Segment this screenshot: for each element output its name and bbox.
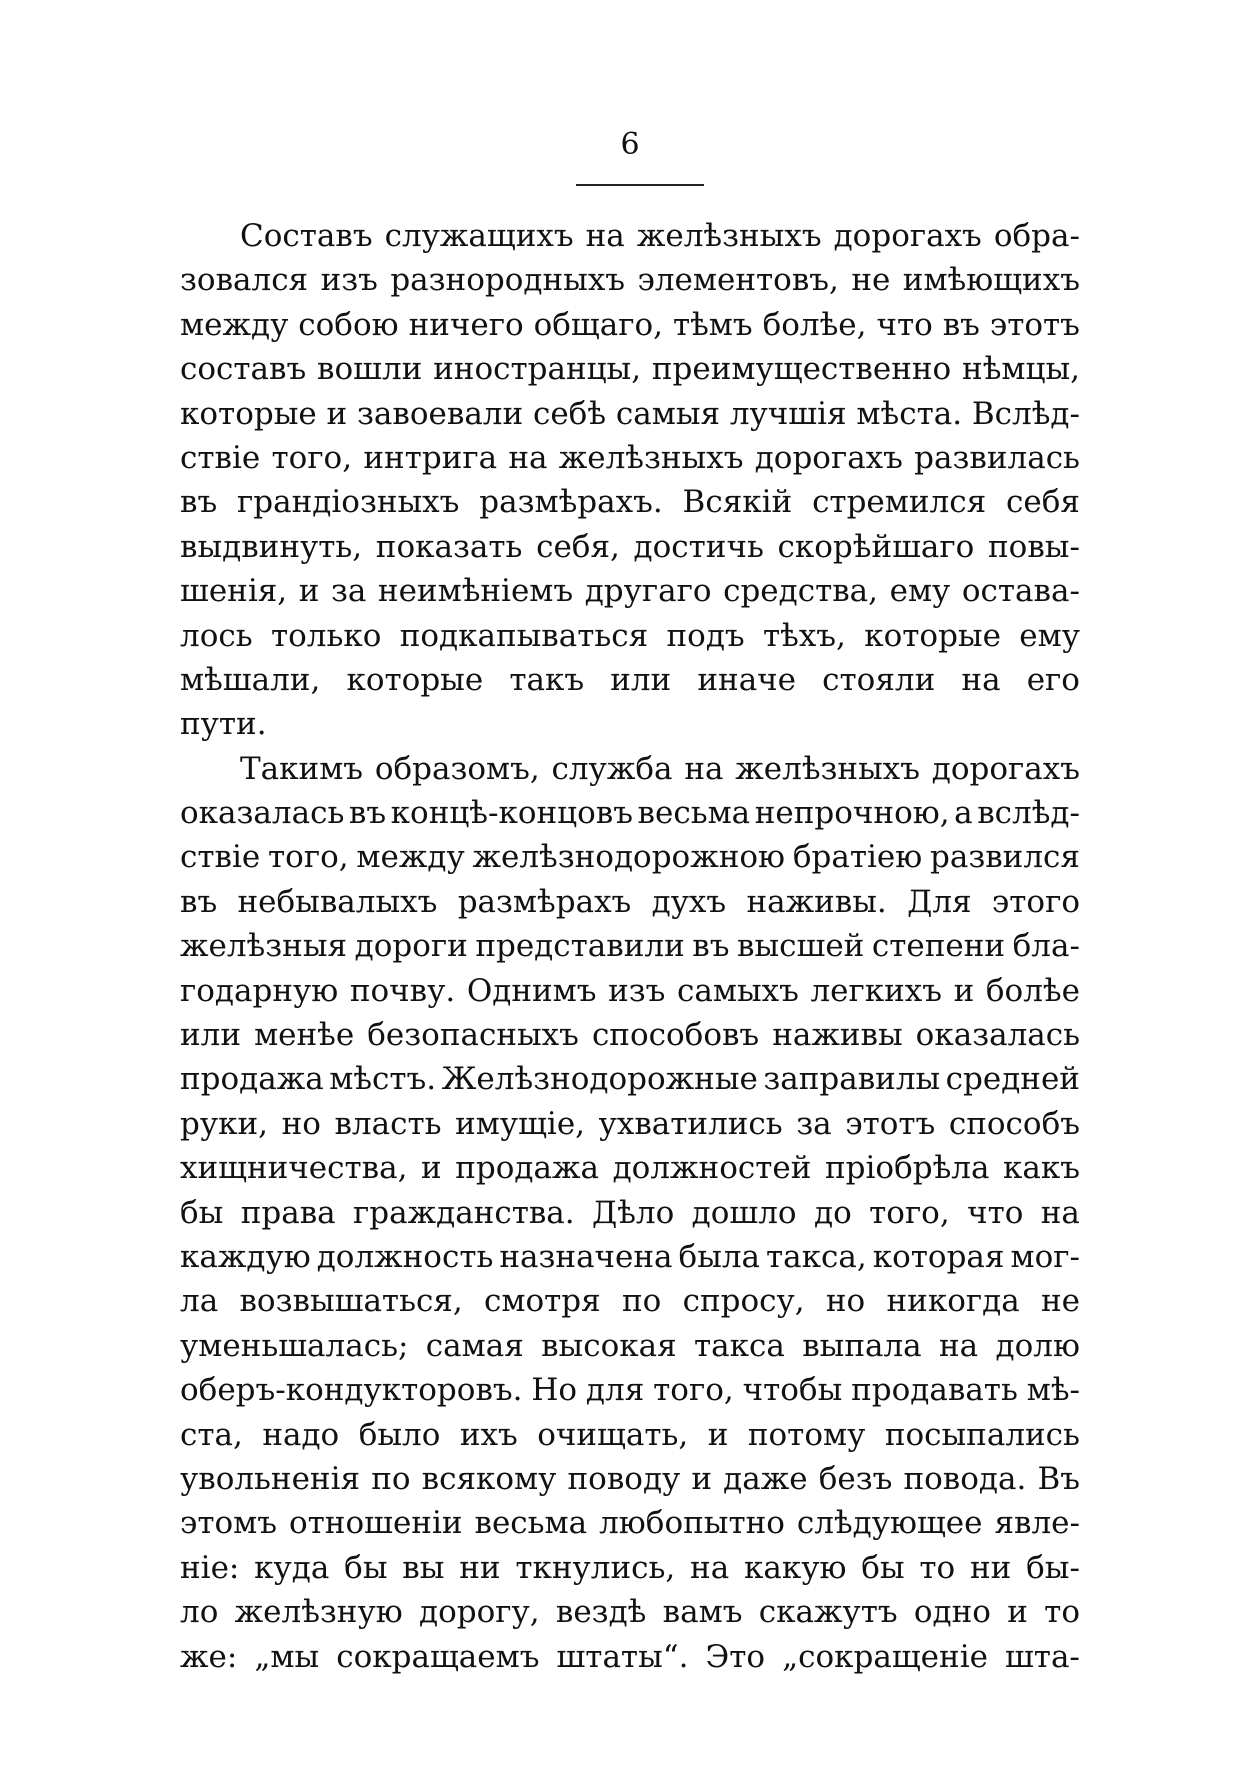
- word: выпала: [802, 1327, 922, 1364]
- word: штаты“.: [556, 1638, 689, 1675]
- word: на: [508, 439, 548, 476]
- word: бы: [180, 1194, 224, 1231]
- word: мѣстъ.: [329, 1061, 437, 1098]
- word: и: [1007, 1594, 1028, 1631]
- word: мѣста.: [856, 395, 963, 432]
- word: обра-: [993, 218, 1080, 254]
- word: наживы.: [746, 883, 887, 920]
- word: его: [1026, 661, 1080, 698]
- text-line: [180, 1635, 1080, 1679]
- word: стояли: [822, 661, 936, 698]
- word: заправилы: [763, 1061, 941, 1098]
- word: повы-: [988, 528, 1080, 565]
- word: на: [1040, 1194, 1080, 1231]
- text-line: [180, 1590, 1080, 1634]
- word: образомъ,: [374, 750, 540, 787]
- word: изъ: [320, 262, 378, 299]
- word: поводу: [567, 1460, 681, 1497]
- word: иначе: [697, 661, 797, 698]
- word: желѣзныхъ: [558, 439, 744, 476]
- word: дорогахъ: [754, 439, 903, 476]
- word: хищничества,: [180, 1150, 408, 1187]
- word: ему: [889, 573, 951, 610]
- text-line: [180, 1057, 1080, 1101]
- word: на: [961, 661, 1001, 698]
- word: завоевали: [357, 395, 524, 432]
- text-line: [180, 1235, 1080, 1279]
- word: дорогахъ: [931, 750, 1080, 787]
- word: разнородныхъ: [390, 262, 626, 299]
- word: развилась: [914, 439, 1080, 476]
- text-line: [180, 658, 1080, 702]
- word: Составъ: [240, 218, 373, 254]
- word: до: [813, 1194, 852, 1231]
- word: болѣе,: [762, 306, 867, 343]
- word: права: [240, 1194, 336, 1231]
- word: для: [585, 1372, 645, 1409]
- text-line: [180, 1501, 1080, 1545]
- word: зовался: [180, 262, 309, 299]
- word: „мы: [254, 1638, 320, 1675]
- word: себѣ: [532, 395, 607, 432]
- word: въ: [348, 795, 387, 832]
- word: шта-: [1004, 1638, 1080, 1675]
- word: почву.: [349, 972, 456, 1009]
- word: куда: [254, 1549, 330, 1586]
- text-line: [180, 747, 1080, 791]
- word: Въ: [1037, 1460, 1080, 1497]
- word: мѣ-: [1026, 1372, 1080, 1409]
- word: желѣзныхъ: [735, 750, 920, 787]
- word: желѣзныхъ: [636, 218, 822, 254]
- word: такъ: [509, 661, 585, 698]
- word: дорогахъ: [833, 218, 982, 254]
- word: но: [281, 1105, 321, 1142]
- word: ствіе: [180, 439, 261, 476]
- word: легкихъ: [810, 972, 942, 1009]
- word: самыя: [615, 395, 721, 432]
- word: собою: [298, 306, 399, 343]
- word: преимущественно: [651, 351, 952, 388]
- word: продавать: [851, 1372, 1018, 1409]
- word: того,: [869, 1194, 950, 1231]
- word: этого: [991, 883, 1080, 920]
- word: развился: [930, 839, 1080, 876]
- word: вслѣд-: [977, 795, 1080, 832]
- word: грандіозныхъ: [237, 484, 460, 521]
- word: непрочною,: [754, 795, 950, 832]
- word: имѣющихъ: [902, 262, 1080, 299]
- word: на: [939, 1327, 979, 1364]
- word: мог-: [1010, 1238, 1080, 1275]
- word: дошло: [691, 1194, 797, 1231]
- word: какую: [743, 1549, 847, 1586]
- word: что: [967, 1194, 1024, 1231]
- word: показать: [375, 528, 523, 565]
- word: и: [707, 1416, 729, 1453]
- word: этотъ: [845, 1105, 936, 1142]
- word: ла: [180, 1283, 219, 1320]
- word: вездѣ: [555, 1594, 647, 1631]
- text-line: [180, 1102, 1080, 1146]
- word: самыхъ: [677, 972, 799, 1009]
- word: и: [421, 1150, 442, 1187]
- word: составъ: [180, 351, 307, 388]
- word: Вслѣд-: [971, 395, 1080, 432]
- word: вы: [402, 1549, 445, 1586]
- word: шенія,: [180, 573, 288, 610]
- text-line: [180, 1279, 1080, 1323]
- word: ихъ: [459, 1416, 518, 1453]
- word: ніе:: [180, 1549, 240, 1586]
- word: или: [180, 1017, 242, 1054]
- text-line: [180, 525, 1080, 569]
- word: продажа: [180, 1061, 324, 1098]
- word: ствіе: [180, 839, 261, 876]
- word: Такимъ: [240, 750, 364, 787]
- word: руки,: [180, 1105, 268, 1142]
- word: и: [326, 395, 348, 432]
- word: на: [684, 750, 724, 787]
- word: по: [371, 1460, 411, 1497]
- text-line: [180, 1324, 1080, 1368]
- text-line: [180, 258, 1080, 302]
- word: ткнулись,: [515, 1549, 676, 1586]
- word: желѣзныя: [180, 928, 348, 965]
- text-line: [180, 1013, 1080, 1057]
- text-line: [180, 969, 1080, 1013]
- word: отношеніи: [288, 1505, 463, 1542]
- word: по: [622, 1283, 662, 1320]
- word: того,: [271, 439, 353, 476]
- word: вошли: [317, 351, 423, 388]
- word: ни: [970, 1549, 1012, 1586]
- word: въ: [180, 484, 218, 521]
- word: служба: [551, 750, 673, 787]
- word: скажутъ: [758, 1594, 898, 1631]
- word: которые: [346, 661, 484, 698]
- word: оказалась: [180, 795, 345, 832]
- text-line: [180, 880, 1080, 924]
- word: размѣрахъ: [457, 883, 632, 920]
- word: такса: [694, 1327, 785, 1364]
- word: представили: [475, 928, 685, 965]
- word: нѣмцы,: [962, 351, 1080, 388]
- word: должностей: [612, 1150, 812, 1187]
- word: менѣе: [254, 1017, 355, 1054]
- text-line: [180, 1146, 1080, 1190]
- word: служащихъ: [384, 218, 574, 254]
- word: безопасныхъ: [367, 1017, 579, 1054]
- word: было: [358, 1416, 441, 1453]
- text-line: [180, 569, 1080, 613]
- word: какъ: [1003, 1150, 1080, 1187]
- text-line: [180, 702, 1080, 746]
- word: которая: [872, 1238, 1005, 1275]
- word: такса,: [766, 1238, 867, 1275]
- word: концѣ-концовъ: [390, 795, 633, 832]
- word: и: [953, 972, 975, 1009]
- word: оберъ-кондукторовъ.: [180, 1372, 523, 1409]
- word: ничего: [408, 306, 524, 343]
- word: всякому: [421, 1460, 557, 1497]
- text-line: [180, 1457, 1080, 1501]
- word: желѣзную: [234, 1594, 403, 1631]
- word: оказалась: [915, 1017, 1080, 1054]
- word: небывалыхъ: [237, 883, 438, 920]
- word: средства,: [723, 573, 879, 610]
- word: размѣрахъ.: [479, 484, 663, 521]
- word: любопытно: [599, 1505, 785, 1542]
- word: слѣдующее: [796, 1505, 983, 1542]
- word: продажа: [455, 1150, 600, 1187]
- word: чтобы: [742, 1372, 843, 1409]
- word: „сокращеніе: [782, 1638, 988, 1675]
- word: остава-: [961, 573, 1080, 610]
- word: гражданства.: [353, 1194, 575, 1231]
- word: имущіе,: [455, 1105, 586, 1142]
- word: скорѣйшаго: [777, 528, 975, 565]
- word: явле-: [994, 1505, 1080, 1542]
- word: способовъ: [591, 1017, 760, 1054]
- word: на: [690, 1549, 730, 1586]
- word: а: [954, 795, 973, 832]
- text-line: [180, 791, 1080, 835]
- word: весьма: [474, 1505, 588, 1542]
- word: стремился: [812, 484, 987, 521]
- word: смотря: [484, 1283, 601, 1320]
- word: высшей: [737, 928, 865, 965]
- word: которые: [864, 617, 1001, 654]
- word: этотъ: [989, 306, 1080, 343]
- word: элементовъ,: [637, 262, 839, 299]
- word: повода.: [903, 1460, 1027, 1497]
- word: не: [851, 262, 891, 299]
- word: каждую: [180, 1238, 311, 1275]
- word: средней: [945, 1061, 1080, 1098]
- word: возвышаться,: [239, 1283, 463, 1320]
- text-line: [180, 1546, 1080, 1590]
- word: сокращаемъ: [336, 1638, 540, 1675]
- text-line: [180, 1368, 1080, 1412]
- word: самая: [425, 1327, 524, 1364]
- word: мѣшали,: [180, 661, 321, 698]
- word: или: [610, 661, 672, 698]
- word: никогда: [886, 1283, 1020, 1320]
- word: изъ: [608, 972, 666, 1009]
- text-line: [180, 303, 1080, 347]
- word: Всякій: [682, 484, 793, 521]
- word: бы: [861, 1549, 905, 1586]
- word: ни: [459, 1549, 501, 1586]
- word: себя: [1006, 484, 1080, 521]
- page-number: 6: [620, 127, 640, 162]
- word: въ: [180, 883, 218, 920]
- word: то: [919, 1549, 956, 1586]
- text-line: [180, 1413, 1080, 1457]
- word: этомъ: [180, 1505, 278, 1542]
- text-line: [180, 436, 1080, 480]
- word: пріобрѣла: [824, 1150, 990, 1187]
- word: неимѣніемъ: [377, 573, 574, 610]
- word: ста,: [180, 1416, 243, 1453]
- word: въ: [942, 306, 980, 343]
- word: другаго: [584, 573, 712, 610]
- word: высокая: [541, 1327, 677, 1364]
- word: наживы: [772, 1017, 903, 1054]
- word: надо: [262, 1416, 340, 1453]
- word: очищать,: [537, 1416, 689, 1453]
- word: подъ: [666, 617, 745, 654]
- word: тѣхъ,: [762, 617, 846, 654]
- word: годарную: [180, 972, 339, 1009]
- word: интрига: [363, 439, 498, 476]
- word: способъ: [948, 1105, 1080, 1142]
- word: Желѣзнодорожные: [441, 1061, 758, 1098]
- word: между: [180, 306, 289, 343]
- word: была: [678, 1238, 761, 1275]
- word: что: [876, 306, 933, 343]
- word: ухватились: [598, 1105, 783, 1142]
- text-line: [180, 835, 1080, 879]
- word: но: [825, 1283, 866, 1320]
- word: дорогу,: [418, 1594, 540, 1631]
- word: между: [356, 839, 465, 876]
- word: то: [1044, 1594, 1080, 1631]
- word: на: [585, 218, 625, 254]
- word: и: [298, 573, 320, 610]
- body-text: [180, 214, 1080, 1679]
- word: бла-: [1012, 928, 1080, 965]
- word: которые: [180, 395, 317, 432]
- word: въ: [692, 928, 730, 965]
- word: Однимъ: [466, 972, 597, 1009]
- text-line: [180, 480, 1080, 524]
- word: пути.: [180, 706, 267, 743]
- word: уменьшалась;: [180, 1327, 409, 1364]
- word: Но: [531, 1372, 578, 1409]
- text-line: [180, 214, 1080, 258]
- word: же:: [180, 1638, 238, 1675]
- word: долю: [995, 1327, 1080, 1364]
- word: даже: [723, 1460, 808, 1497]
- word: духъ: [651, 883, 727, 920]
- word: власть: [334, 1105, 442, 1142]
- word: ему: [1019, 617, 1080, 654]
- word: того,: [653, 1372, 734, 1409]
- word: болѣе: [985, 972, 1080, 1009]
- word: Для: [907, 883, 972, 920]
- word: дороги: [354, 928, 468, 965]
- word: одно: [913, 1594, 991, 1631]
- word: общаго,: [533, 306, 663, 343]
- word: увольненія: [180, 1460, 361, 1497]
- word: подкапываться: [399, 617, 649, 654]
- word: не: [1040, 1283, 1080, 1320]
- word: назначена: [499, 1238, 673, 1275]
- word: за: [330, 573, 367, 610]
- text-line: [180, 1191, 1080, 1235]
- word: должность: [316, 1238, 494, 1275]
- word: Это: [705, 1638, 766, 1675]
- word: потому: [747, 1416, 866, 1453]
- word: достичь: [633, 528, 764, 565]
- word: только: [270, 617, 382, 654]
- word: бы: [344, 1549, 388, 1586]
- word: вамъ: [662, 1594, 743, 1631]
- word: лучшія: [729, 395, 847, 432]
- text-line: [180, 614, 1080, 658]
- word: бы-: [1026, 1549, 1080, 1586]
- word: весьма: [637, 795, 751, 832]
- word: братіею: [792, 839, 923, 876]
- word: и: [691, 1460, 713, 1497]
- word: иностранцы,: [433, 351, 642, 388]
- word: ло: [180, 1594, 219, 1631]
- word: того,: [268, 839, 349, 876]
- text-line: [180, 924, 1080, 968]
- word: себя,: [536, 528, 620, 565]
- word: степени: [871, 928, 1006, 965]
- header-rule: [576, 184, 704, 186]
- word: спросу,: [682, 1283, 805, 1320]
- word: безъ: [818, 1460, 893, 1497]
- word: желѣзнодорожною: [472, 839, 786, 876]
- word: лось: [180, 617, 253, 654]
- word: посыпались: [884, 1416, 1080, 1453]
- word: за: [796, 1105, 832, 1142]
- word: Дѣло: [592, 1194, 675, 1231]
- text-line: [180, 347, 1080, 391]
- text-line: [180, 392, 1080, 436]
- word: выдвинуть,: [180, 528, 363, 565]
- word: тѣмъ: [672, 306, 753, 343]
